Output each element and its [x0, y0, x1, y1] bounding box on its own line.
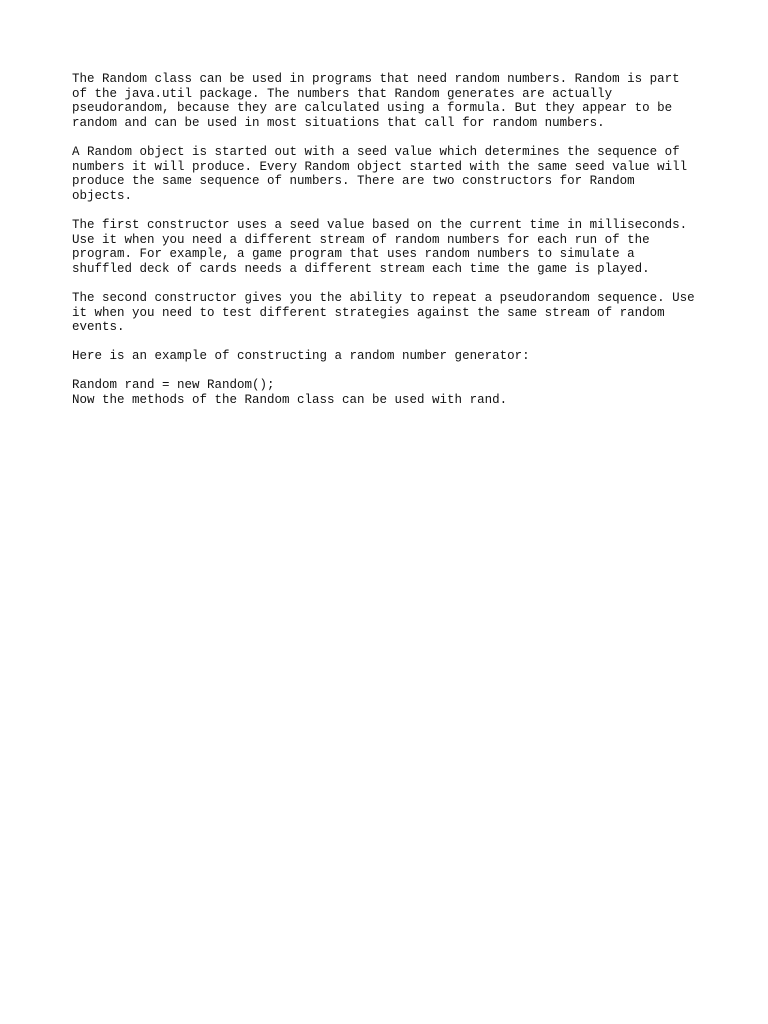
paragraph-second-constructor: The second constructor gives you the ability to repeat a pseudorandom sequence. Use it when you need to test different strategies against the same stream of random events. — [72, 290, 695, 335]
paragraph-seed: A Random object is started out with a seed value which determines the sequence of numbers it will produce. Every Random object started with the same seed value will produce the same sequence of numbers. There are two constructors for Random objects. — [72, 144, 688, 203]
closing-line: Now the methods of the Random class can be used with rand. — [72, 393, 508, 408]
paragraph-example-intro: Here is an example of constructing a random number generator: — [72, 349, 530, 364]
paragraph-first-constructor: The first constructor uses a seed value based on the current time in milliseconds. Use it when you need a different stream of random numbers for each run of the program. For example, a game program that uses random numbers to simulate a shuffled deck of cards needs a different stream each time the game is played. — [72, 217, 688, 276]
code-example: Random rand = new Random(); — [72, 378, 275, 393]
document-body — [72, 72, 712, 408]
paragraph-intro: The Random class can be used in programs that need random numbers. Random is part of the java.util package. The numbers that Random generates are actually pseudorandom, because they are calculated using a formula. But they appear to be random and can be used in most situations that call for random numbers. — [72, 72, 680, 130]
